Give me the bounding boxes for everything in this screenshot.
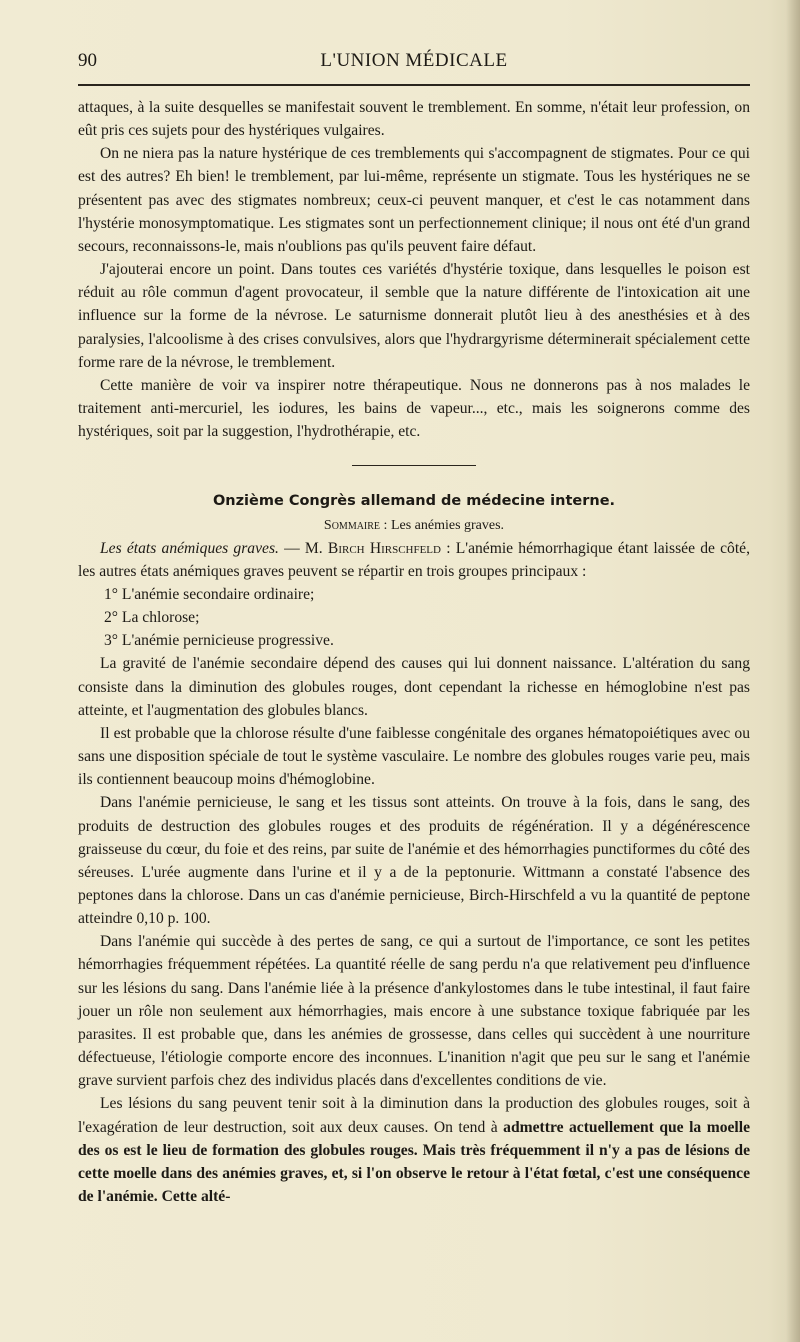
paragraph: Dans l'anémie pernicieuse, le sang et les tissus sont atteints. On trouve à la fois, dans le sang, des produits de destruction des globules rouges et des produits de régénération. Il y a dégénérescence graisseuse du cœur, du foie et des reins, par suite de l'anémie et des hémorrhagies punctiformes du côté des séreuses. L'urée augmente dans l'urine et il y a de la peptonurie. Wittmann a constaté l'absence des peptones dans la chlorose. Dans un cas d'anémie pernicieuse, Birch-Hirschfeld a vu la quantité de peptone atteindre 0,10 p. 100. <box>78 794 750 928</box>
paragraph-last-bold-text: admettre actuellement que la moelle des os est le lieu de formation des globules rouges. Mais très fréquemment il n'y a pas de lésions de cette moelle dans des anémies graves, et, si l'on observe le retour à l'état fœtal, c'est une conséquence de l'anémie. Cette alté- <box>78 1118 751 1206</box>
paragraph-last-text: Les lésions du sang peuvent tenir soit à la diminution dans la production des globules rouges, soit à l'exagération de leur destruction, soit aux deux causes. On tend à <box>78 1095 750 1136</box>
running-title: L'UNION MÉDICALE <box>320 50 508 71</box>
page-number: 90 <box>78 50 97 71</box>
author-name: Birch Hirschfeld <box>327 539 441 557</box>
list-item: 1° L'anémie secondaire ordinaire; <box>104 585 315 603</box>
paragraph: On ne niera pas la nature hystérique de ces tremblements qui s'accompagnent de stigmates. Pour ce qui est des autres? Eh bien! le tremblement, par lui-même, représente un stigmate. Tous les hystériques ne se présentent pas avec des stigmates nombreux; ceux-ci peuvent manquer, et c'est le cas notamment dans l'hystérie monosymptomatique. Les stigmates sont un perfectionnement clinique; il nous ont été d'un grand secours, reconnaissons-le, mais n'oublions pas qu'ils peuvent faire défaut. <box>78 145 750 255</box>
summary-separator: : <box>380 517 391 533</box>
intro-rest: : L'anémie hémorrhagique étant laissée de côté, les autres états anémiques graves peuvent se répartir en trois groupes principaux : <box>78 539 750 580</box>
text-column <box>78 96 750 1208</box>
intro-dash: — M. <box>278 539 328 557</box>
summary-label: Sommaire <box>323 517 381 533</box>
paragraph: Il est probable que la chlorose résulte d'une faiblesse congénitale des organes hématopoiétiques avec ou sans une disposition spéciale de tout le système vasculaire. Le nombre des globules rouges varie peu, mais ils contiennent beaucoup moins d'hémoglobine. <box>78 724 750 789</box>
paragraph: La gravité de l'anémie secondaire dépend des causes qui lui donnent naissance. L'altération du sang consiste dans la diminution des globules rouges, dont cependant la richesse en hémoglobine n'est pas atteinte, et l'augmentation des globules blancs. <box>78 655 750 719</box>
header-rule <box>78 84 750 86</box>
paragraph: attaques, à la suite desquelles se manifestait souvent le tremblement. En somme, n'était leur profession, on eût pris ces sujets pour des hystériques vulgaires. <box>78 99 750 140</box>
paragraph: Dans l'anémie qui succède à des pertes de sang, ce qui a surtout de l'importance, ce sont les petites hémorrhagies fréquemment répétées. La quantité réelle de sang perdu n'a que relativement peu d'influence sur les lésions du sang. Dans l'anémie liée à la présence d'ankylostomes dans le tube intestinal, il faut faire jouer un rôle non seulement aux hémorrhagies, mais encore à une substance toxique fabriquée par les parasites. Il est probable que, dans les anémies de grossesse, dans celles qui succèdent à une nourriture défectueuse, l'étiologie comporte encore des inconnues. L'inanition n'agit que peu sur le sang et l'anémie grave survient parfois chez des individus placés dans d'excellentes conditions de vie. <box>78 933 750 1090</box>
paragraph: Cette manière de voir va inspirer notre thérapeutique. Nous ne donnerons pas à nos malades le traitement anti-mercuriel, les iodures, les bains de vapeur..., etc., mais les soignerons comme des hystériques, soit par la suggestion, l'hydrothérapie, etc. <box>78 376 750 441</box>
list-item: 2° La chlorose; <box>104 609 200 627</box>
paragraph: J'ajouterai encore un point. Dans toutes ces variétés d'hystérie toxique, dans lesquelles le poison est réduit au rôle commun d'agent provocateur, il semble que la nature différente de l'intoxication ait une influence sur la forme de la névrose. Le saturnisme donnerait plutôt lieu à des anesthésies et à des paralysies, l'alcoolisme à des crises convulsives, alors que l'hydrargyrisme déterminerait spécialement cette forme rare de la névrose, le tremblement. <box>78 261 750 371</box>
intro-paragraph <box>78 537 750 583</box>
page-header <box>78 50 750 80</box>
list-item: 3° L'anémie pernicieuse progressive. <box>104 632 334 650</box>
paragraph-last <box>78 1092 750 1208</box>
section-separator <box>352 465 476 466</box>
page-edge-shadow <box>786 0 800 1342</box>
section-title: Onzième Congrès allemand de médecine interne. <box>212 493 616 510</box>
intro-topic: Les états anémiques graves. <box>100 539 279 557</box>
summary-text: Les anémies graves. <box>390 517 505 533</box>
section-summary <box>78 514 750 537</box>
